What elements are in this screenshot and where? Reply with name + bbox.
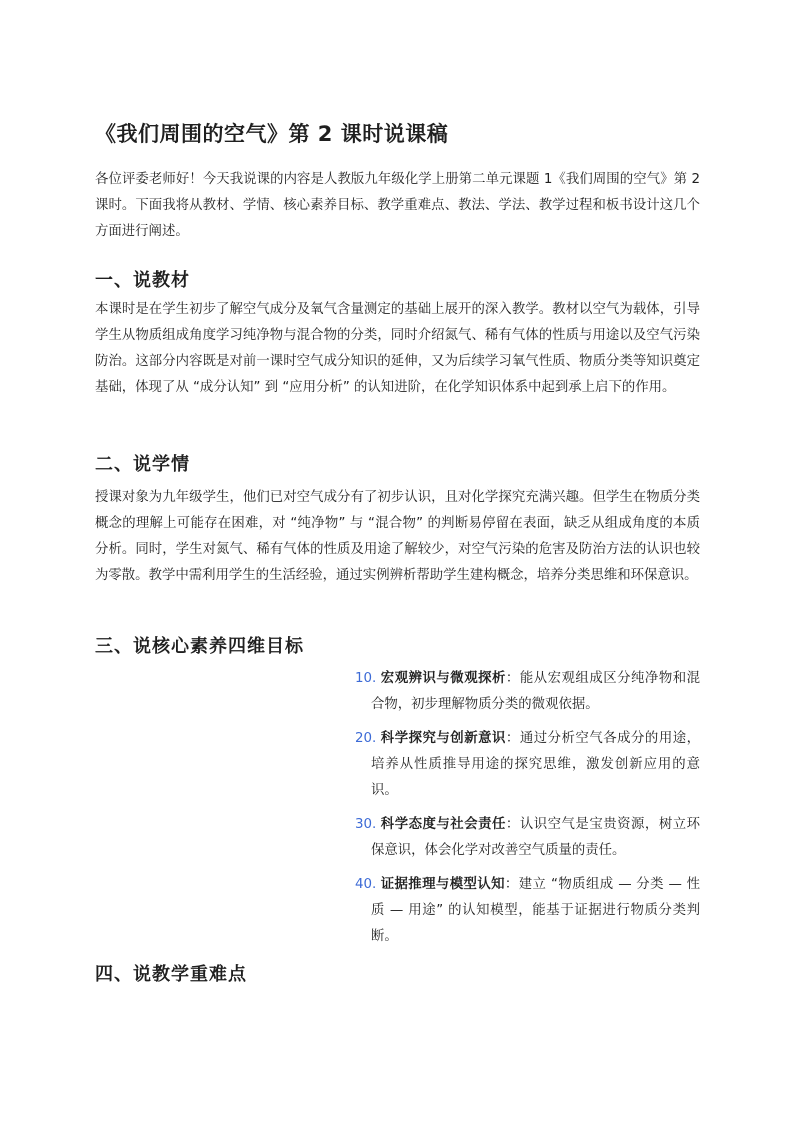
goal-term: 科学探究与创新意识	[380, 731, 506, 746]
goal-text: ：通过分析空气各成分的用途，培养从性质推导用途的探究思维，激发创新应用的意识。	[371, 731, 701, 798]
list-item	[355, 812, 700, 864]
students-paragraph: 授课对象为九年级学生，他们已对空气成分有了初步认识，且对化学探究充满兴趣。但学生在物质分类概念的理解上可能存在困难，对 “纯净物” 与 “混合物” 的判断易停留在表面，缺乏从组成角度的本质分析。同时，学生对氮气、稀有气体的性质及用途了解较少，对空气污染的危害及防治方法的认识也较为零散。教学中需利用学生的生活经验，通过实例辨析帮助学生建构概念，培养分类思维和环保意识。	[95, 490, 700, 583]
goal-text: ：能从宏观组成区分纯净物和混合物，初步理解物质分类的微观依据。	[371, 671, 701, 712]
page-title: 《我们周围的空气》第 2 课时说课稿	[95, 122, 449, 146]
intro-paragraph: 各位评委老师好！今天我说课的内容是人教版九年级化学上册第二单元课题 1《我们周围的空气》第 2 课时。下面我将从教材、学情、核心素养目标、教学重难点、教法、学法、教学过程和板书设计这几个方面进行阐述。	[95, 172, 700, 239]
section-heading-key-points: 四、说教学重难点	[95, 964, 247, 985]
goal-term: 宏观辨识与微观探析	[380, 671, 506, 686]
goal-term: 证据推理与模型认知	[380, 877, 505, 892]
list-item	[355, 726, 700, 804]
section-heading-goals: 三、说核心素养四维目标	[95, 636, 304, 657]
section-heading-students: 二、说学情	[95, 454, 190, 475]
goal-term: 科学态度与社会责任	[380, 817, 506, 832]
list-number: 40.	[355, 877, 377, 892]
list-item	[355, 666, 700, 718]
list-number: 10.	[355, 671, 377, 686]
list-number: 20.	[355, 731, 377, 746]
list-number: 30.	[355, 817, 377, 832]
goal-text: ：建立 “物质组成 — 分类 — 性质 — 用途” 的认知模型，能基于证据进行物质分类判断。	[371, 877, 700, 944]
textbook-paragraph: 本课时是在学生初步了解空气成分及氧气含量测定的基础上展开的深入教学。教材以空气为载体，引导学生从物质组成角度学习纯净物与混合物的分类，同时介绍氮气、稀有气体的性质与用途以及空气污染防治。这部分内容既是对前一课时空气成分知识的延伸，又为后续学习氧气性质、物质分类等知识奠定基础，体现了从 “成分认知” 到 “应用分析” 的认知进阶，在化学知识体系中起到承上启下的作用。	[95, 302, 700, 395]
goals-list	[355, 666, 700, 958]
section-heading-textbook: 一、说教材	[95, 270, 190, 291]
list-item	[355, 872, 700, 950]
goal-text: ：认识空气是宝贵资源，树立环保意识，体会化学对改善空气质量的责任。	[371, 817, 701, 858]
